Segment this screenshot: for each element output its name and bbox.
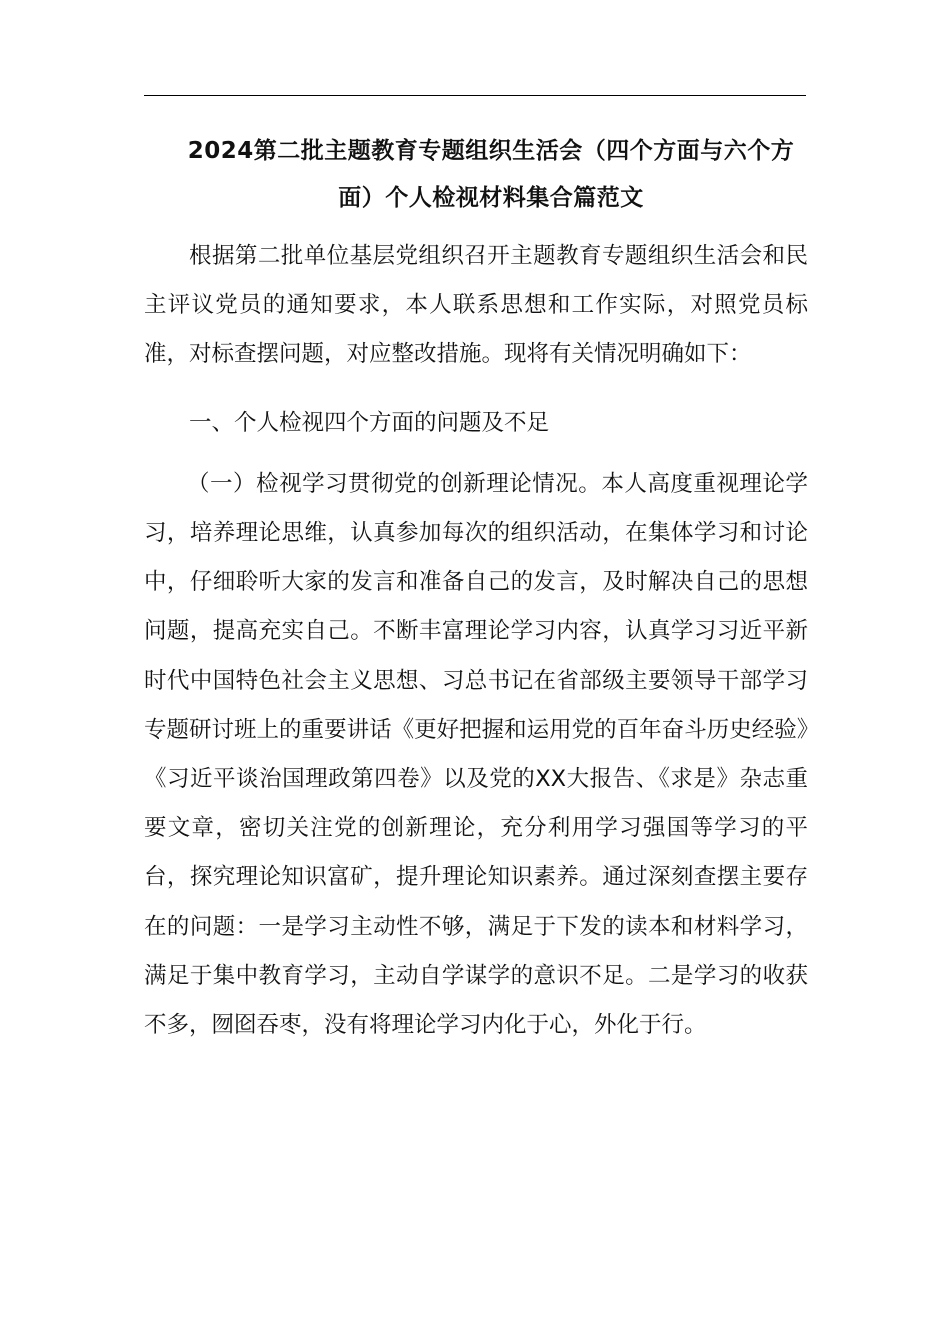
intro-paragraph: 根据第二批单位基层党组织召开主题教育专题组织生活会和民主评议党员的通知要求，本人联系思想和工作实际，对照党员标准，对标查摆问题，对应整改措施。现将有关情况明确如下： xyxy=(144,243,808,368)
document-title: 2024第二批主题教育专题组织生活会（四个方面与六个方面）个人检视材料集合篇范文 xyxy=(187,138,795,211)
section-heading: 一、个人检视四个方面的问题及不足 xyxy=(189,409,550,436)
subsection-body: 本人高度重视理论学习，培养理论思维，认真参加每次的组织活动，在集体学习和讨论中，仔细聆听大家的发言和准备自己的发言，及时解决自己的思想问题，提高充实自己。不断丰富理论学习内容，认真学习习近平新时代中国特色社会主义思想、习总书记在省部级主要领导干部学习专题研讨班上的重要讲话《更好把握和运用党的百年奋斗历史经验》《习近平谈治国理政第四卷》以及党的XX大报告、《求是》杂志重要文章，密切关注党的创新理论，充分利用学习强国等学习的平台，探究理论知识富矿，提升理论知识素养。通过深刻查摆主要存在的问题：一是学习主动性不够，满足于下发的读本和材料学习，满足于集中教育学习，主动自学谋学的意识不足。二是学习的收获不多，囫囵吞枣，没有将理论学习内化于心，外化于行。 xyxy=(144,470,808,1039)
subsection-label: （一）检视学习贯彻党的创新理论情况。 xyxy=(187,470,602,497)
subsection-paragraph xyxy=(144,460,808,1050)
document-body xyxy=(144,128,808,1050)
header-rule xyxy=(144,95,806,96)
